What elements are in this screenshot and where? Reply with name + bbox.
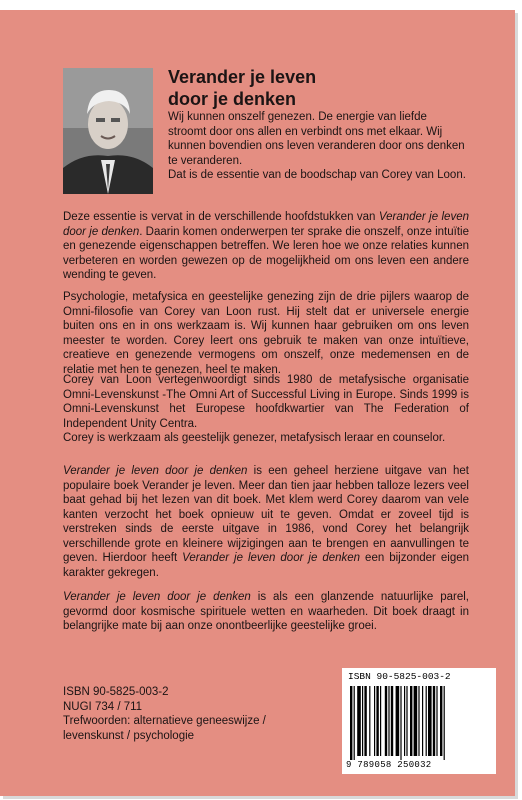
barcode-bar — [414, 686, 418, 756]
author-photo — [63, 68, 153, 194]
barcode-bar — [400, 686, 401, 760]
barcode-bar — [404, 686, 405, 756]
barcode-icon — [350, 686, 488, 760]
isbn-line: ISBN 90-5825-003-2 — [63, 686, 169, 698]
barcode-bar — [396, 686, 400, 756]
barcode-box — [342, 668, 496, 774]
barcode-bar — [357, 686, 361, 756]
barcode-bar — [391, 686, 393, 756]
barcode-bar — [362, 686, 363, 756]
barcode-bar — [433, 686, 435, 756]
barcode-bar — [376, 686, 378, 756]
barcode-bar — [380, 686, 381, 756]
paragraph-pearl — [63, 590, 469, 634]
p1-text-b: . Daarin komen onderwerpen ter sprake die onszelf, onze intuïtie en genezende eigenschappen betreffen. We leren hoe we onze relaties kunnen verbeteren en worden gewezen op de mogelijkheid om ons leven een andere wending te geven. — [63, 225, 469, 281]
intro-text: Wij kunnen onszelf genezen. De energie van liefde stroomt door ons allen en verbindt ons met elkaar. Wij kunnen bovendien ons leven veranderen door ons denken te veranderen. — [168, 111, 465, 167]
barcode-bar — [444, 686, 445, 760]
p1-text-a: Deze essentie is vervat in de verschillende hoofdstukken van — [63, 211, 379, 223]
p1-title-italic: Verander je leven door je denken — [63, 211, 469, 238]
barcode-bar — [422, 686, 423, 756]
p5-text: is als een glanzende natuurlijke parel, gevormd door kosmische spirituele wetten en waarheden. Dit boek draagt in belangrijke mate bij aan onze onontbeerlijke geestelijke groei. — [63, 591, 470, 632]
barcode-bar — [350, 686, 352, 760]
barcode-bar — [418, 686, 419, 756]
barcode-bar — [354, 686, 355, 760]
publication-info — [63, 685, 266, 743]
p4-text-b: een bijzonder eigen karakter gekregen. — [63, 552, 470, 579]
paragraph-essence — [63, 210, 469, 283]
barcode-bar — [364, 686, 366, 756]
p5-title-italic: Verander je leven door je denken — [63, 591, 251, 603]
barcode-bar — [385, 686, 387, 756]
barcode-bar — [388, 686, 389, 756]
keywords-line-1: Trefwoorden: alternatieve geneeswijze / — [63, 715, 266, 727]
p4-text-a: is een geheel herziene uitgave van het populaire boek Verander je leven. Meer dan tien jaar hebben talloze lezers veel baat gehad bij het lezen van dit boek. Met klem werd Corey daarom van vele kanten verzocht het boek opnieuw uit te geven. Omdat er zoveel tijd is verstreken sinds de eerste uitgave in 1986, vond Corey het belangrijk verschillende grote en kleinere wijzigingen aan te brengen en aanvullingen te geven. Hierdoor heeft — [63, 465, 470, 564]
p4-title-italic-1: Verander je leven door je denken — [63, 465, 248, 477]
barcode-bar — [436, 686, 437, 756]
barcode-isbn-label: ISBN 90-5825-003-2 — [348, 671, 451, 682]
barcode-bar — [374, 686, 375, 756]
barcode-number: 9 789058 250032 — [346, 760, 432, 770]
p4-title-italic-2: Verander je leven door je denken — [182, 552, 361, 564]
barcode-bar — [369, 686, 370, 756]
barcode-bar — [410, 686, 412, 756]
paragraph-philosophy: Psychologie, metafysica en geestelijke genezing zijn de drie pijlers waarop de Omni-filosofie van Corey van Loon rust. Hij stelt dat er universele energie buiten ons en in ons werkzaam is. Wij kunnen haar gebruiken om ons leven meester te worden. Corey leert ons gebruik te maken van onze intuïtieve, creatieve en genezende vermogens om onszelf, onze medemensen en de relatie met hen te genezen, heel te maken. — [63, 291, 469, 376]
p3-end-text: Corey is werkzaam als geestelijk genezer, metafysisch leraar en counselor. — [63, 432, 446, 444]
barcode-bar — [426, 686, 427, 756]
book-title — [168, 66, 316, 110]
keywords-line-2: levenskunst / psychologie — [63, 729, 195, 742]
paragraph-organisation — [63, 373, 469, 446]
paragraph-edition — [63, 464, 469, 580]
barcode-bar — [440, 686, 442, 756]
intro-end-text: Dat is de essentie van de boodschap van Corey van Loon. — [168, 169, 466, 181]
barcode-bar — [428, 686, 432, 756]
nugi-line: NUGI 734 / 711 — [63, 700, 143, 713]
barcode-bar — [406, 686, 407, 756]
p3-text: Corey van Loon vertegenwoordigt sinds 1980 de metafysische organisatie Omni-Levenskunst -The Omni Art of Successful Living in Europe. Sinds 1999 is Omni-Levenskunst het Europese hoofdkwartier van The Federation of Independent Unity Centra. — [63, 374, 469, 430]
book-title-line2: door je denken — [168, 89, 297, 109]
intro-paragraph — [168, 110, 468, 183]
book-title-line1: Verander je leven — [168, 67, 317, 87]
